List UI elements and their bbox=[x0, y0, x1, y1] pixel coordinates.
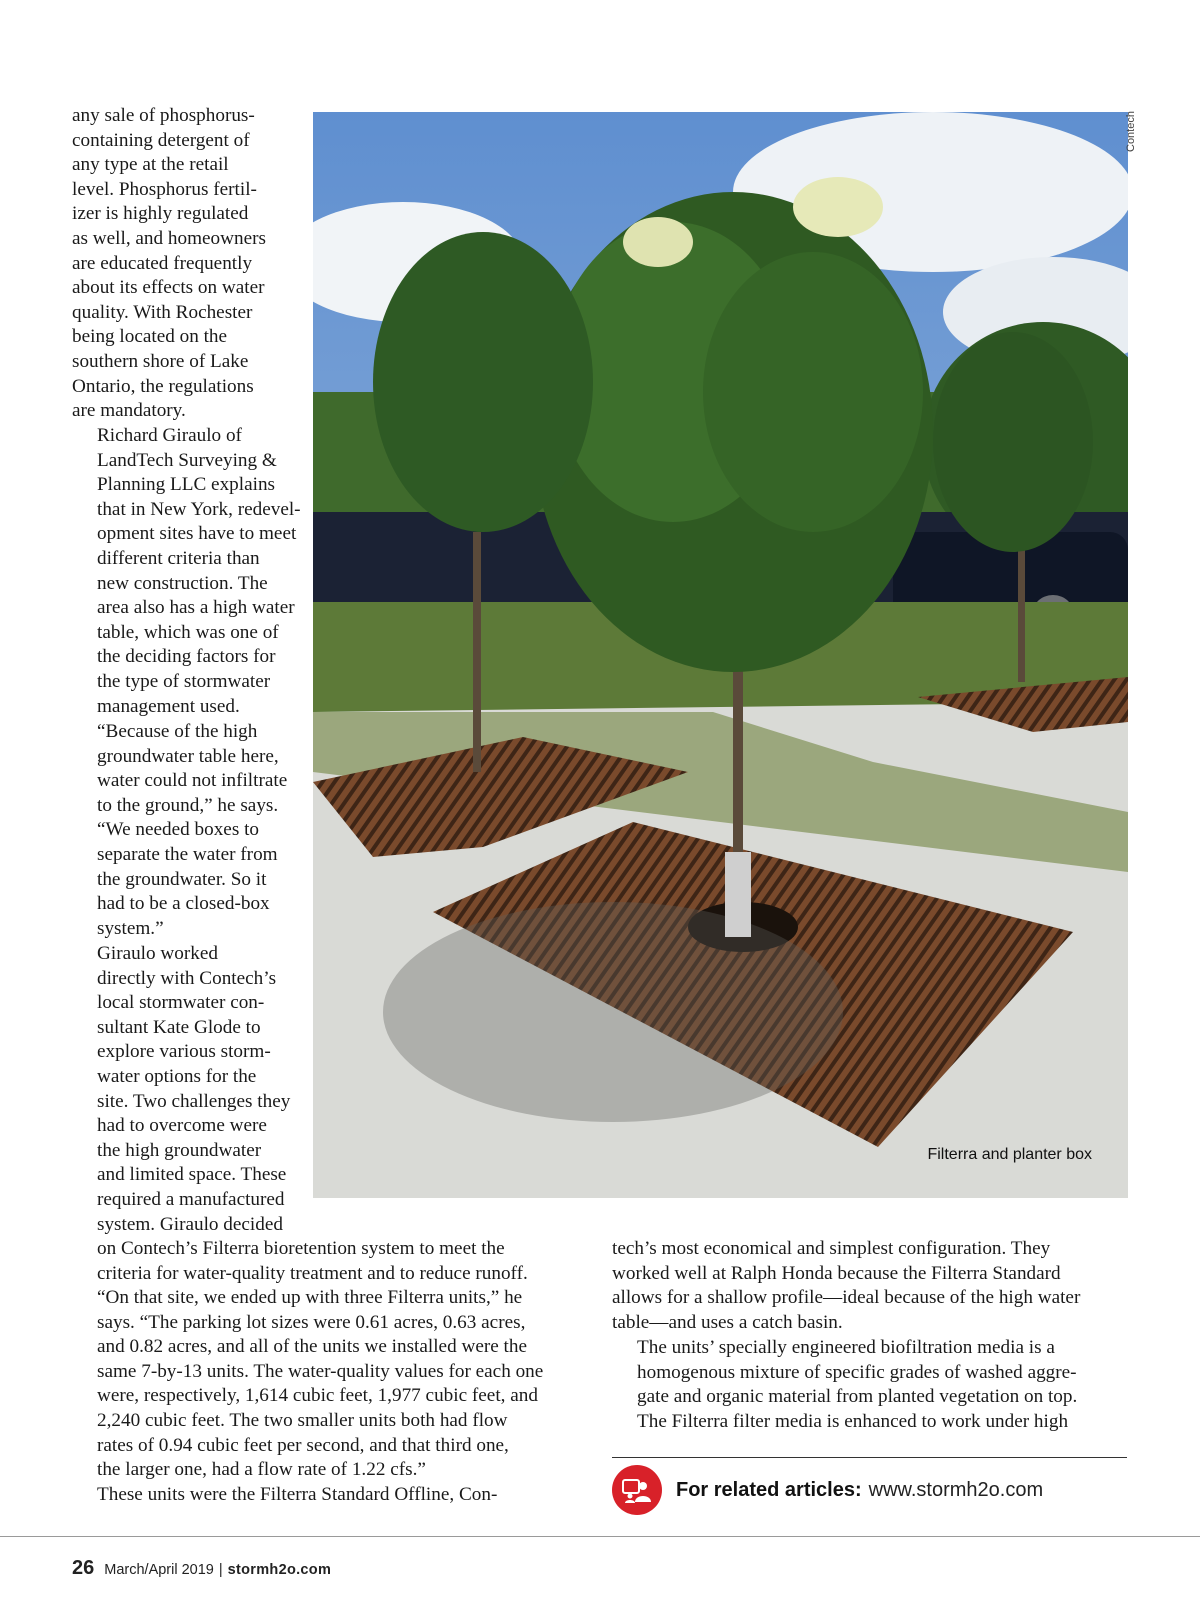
text-line: tech’s most economical and simplest configuration. They bbox=[612, 1238, 1051, 1259]
text-line: and 0.82 acres, and all of the units we installed were the bbox=[97, 1336, 527, 1358]
text-line: containing detergent of bbox=[72, 129, 250, 151]
text-line: required a manufactured bbox=[97, 1188, 285, 1210]
text-line: local stormwater con- bbox=[97, 992, 265, 1014]
related-divider bbox=[612, 1457, 1127, 1458]
text-line: criteria for water-quality treatment and to reduce runoff. bbox=[97, 1262, 528, 1284]
text-line: water options for the bbox=[97, 1065, 257, 1087]
people-icon bbox=[612, 1465, 662, 1515]
text-line: table—and uses a catch basin. bbox=[612, 1311, 843, 1333]
text-line: about its effects on water bbox=[72, 277, 265, 299]
text-line: groundwater table here, bbox=[97, 745, 279, 767]
tree-planter-photo bbox=[313, 112, 1128, 1198]
photo-credit: Contech bbox=[1125, 111, 1137, 152]
text-line: Giraulo worked bbox=[97, 943, 218, 964]
text-line: the high groundwater bbox=[97, 1139, 262, 1161]
text-line: “Because of the high bbox=[97, 721, 258, 742]
text-line: any sale of phosphorus- bbox=[72, 105, 255, 126]
text-line: “On that site, we ended up with three Filterra units,” he bbox=[97, 1287, 523, 1308]
text-line: were, respectively, 1,614 cubic feet, 1,977 cubic feet, and bbox=[97, 1385, 538, 1407]
text-line: worked well at Ralph Honda because the Filterra Standard bbox=[612, 1262, 1061, 1284]
issue-date: March/April 2019 bbox=[104, 1562, 214, 1578]
page-footer bbox=[72, 1557, 331, 1580]
text-line: Planning LLC explains bbox=[97, 474, 275, 496]
text-line: and limited space. These bbox=[97, 1164, 287, 1186]
text-line: had to be a closed-box bbox=[97, 893, 270, 915]
text-line: system.” bbox=[97, 917, 164, 939]
col1-para-5 bbox=[72, 1286, 592, 1483]
footer-separator: | bbox=[218, 1562, 223, 1578]
text-line: quality. With Rochester bbox=[72, 301, 253, 323]
text-line: homogenous mixture of specific grades of washed aggre- bbox=[637, 1361, 1077, 1383]
text-line: any type at the retail bbox=[72, 154, 229, 176]
text-line: management used. bbox=[97, 695, 240, 717]
text-line: LandTech Surveying & bbox=[97, 449, 277, 471]
text-line: different criteria than bbox=[97, 547, 260, 569]
text-line: table, which was one of bbox=[97, 621, 279, 643]
text-line: had to overcome were bbox=[97, 1115, 267, 1137]
text-line: the larger one, had a flow rate of 1.22 cfs.” bbox=[97, 1459, 426, 1481]
text-line: the groundwater. So it bbox=[97, 868, 267, 890]
page-number: 26 bbox=[72, 1557, 95, 1579]
text-line: opment sites have to meet bbox=[97, 523, 297, 545]
related-articles[interactable] bbox=[612, 1464, 1127, 1516]
text-line: gate and organic material from planted vegetation on top. bbox=[637, 1386, 1078, 1408]
text-line: Ontario, the regulations bbox=[72, 375, 254, 397]
col1-para-2 bbox=[72, 424, 301, 719]
text-line: explore various storm- bbox=[97, 1041, 271, 1063]
text-line: are educated frequently bbox=[72, 252, 253, 274]
text-line: area also has a high water bbox=[97, 597, 295, 619]
col1-para-6 bbox=[72, 1483, 592, 1508]
text-line: The Filterra filter media is enhanced to work under high bbox=[637, 1410, 1069, 1432]
text-line: as well, and homeowners bbox=[72, 227, 266, 249]
text-line: Richard Giraulo of bbox=[97, 425, 242, 446]
text-line: southern shore of Lake bbox=[72, 350, 249, 372]
text-line: izer is highly regulated bbox=[72, 203, 249, 225]
text-line: These units were the Filterra Standard Offline, Con- bbox=[97, 1484, 498, 1505]
related-label: For related articles: bbox=[676, 1478, 862, 1501]
footer-site: stormh2o.com bbox=[227, 1562, 332, 1578]
text-line: same 7-by-13 units. The water-quality values for each one bbox=[97, 1360, 544, 1382]
text-line: system. Giraulo decided bbox=[97, 1213, 283, 1235]
photo-caption: Filterra and planter box bbox=[927, 1146, 1092, 1163]
text-line: site. Two challenges they bbox=[97, 1090, 291, 1112]
text-line: 2,240 cubic feet. The two smaller units both had flow bbox=[97, 1409, 508, 1431]
text-line: that in New York, redevel- bbox=[97, 498, 301, 520]
text-line: the deciding factors for bbox=[97, 646, 276, 668]
col1-para-1 bbox=[72, 104, 294, 424]
text-line: allows for a shallow profile—ideal because of the high water bbox=[612, 1287, 1081, 1309]
col2-para-1 bbox=[612, 1237, 1127, 1335]
text-line: on Contech’s Filterra bioretention system to meet the bbox=[97, 1238, 505, 1260]
text-line: level. Phosphorus fertil- bbox=[72, 178, 257, 200]
text-line: are mandatory. bbox=[72, 400, 186, 422]
text-line: separate the water from bbox=[97, 843, 278, 865]
text-line: “We needed boxes to bbox=[97, 819, 260, 841]
col2-para-2 bbox=[612, 1336, 1127, 1434]
text-line: water could not infiltrate bbox=[97, 770, 288, 792]
text-line: says. “The parking lot sizes were 0.61 acres, 0.63 acres, bbox=[97, 1311, 526, 1333]
text-line: The units’ specially engineered biofiltration media is a bbox=[637, 1337, 1055, 1358]
text-line: rates of 0.94 cubic feet per second, and that third one, bbox=[97, 1434, 509, 1456]
text-line: being located on the bbox=[72, 326, 228, 348]
text-line: to the ground,” he says. bbox=[97, 794, 279, 816]
text-line: the type of stormwater bbox=[97, 670, 271, 692]
footer-divider bbox=[0, 1536, 1200, 1537]
text-line: sultant Kate Glode to bbox=[97, 1016, 261, 1038]
col1-para-3 bbox=[72, 720, 294, 941]
text-line: new construction. The bbox=[97, 572, 268, 594]
text-line: directly with Contech’s bbox=[97, 967, 277, 989]
article-photo bbox=[313, 112, 1128, 1198]
related-link[interactable]: www.stormh2o.com bbox=[868, 1478, 1044, 1501]
